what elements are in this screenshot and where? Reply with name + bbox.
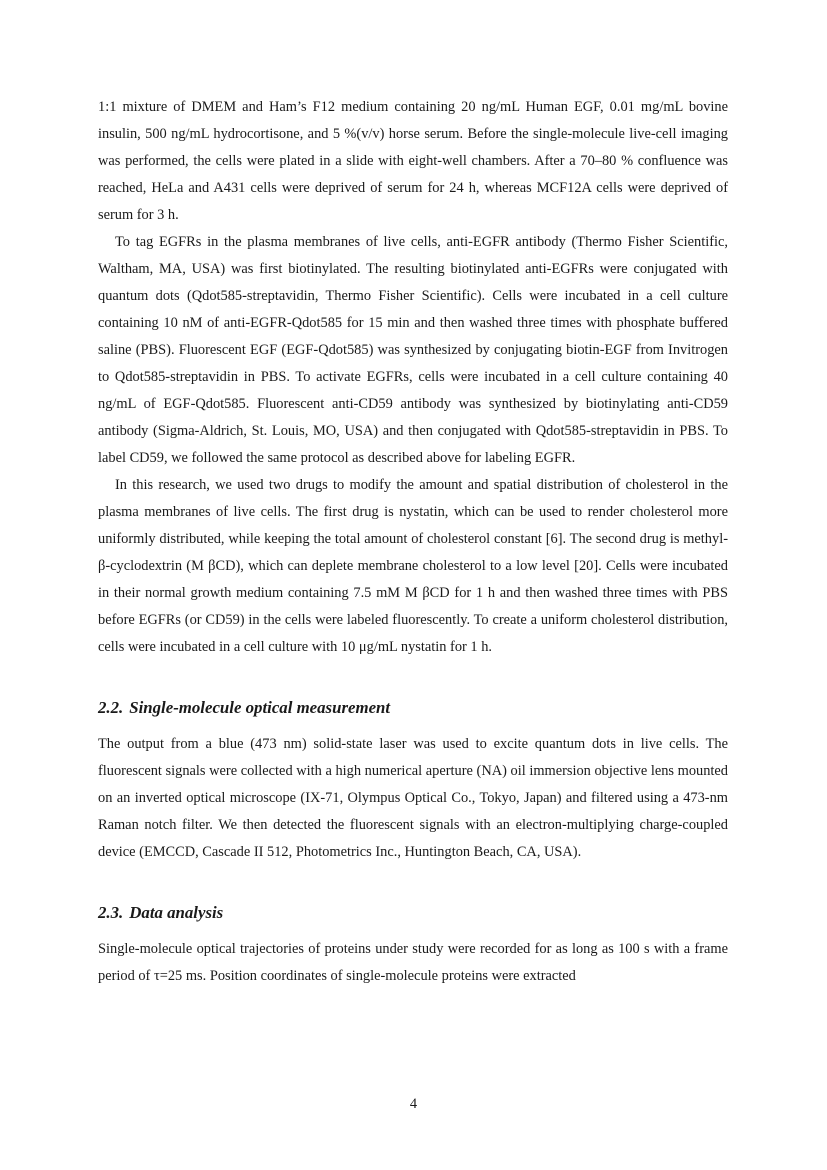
paragraph-egfr-tagging: To tag EGFRs in the plasma membranes of live cells, anti-EGFR antibody (Thermo Fisher Scientific, Waltham, MA, USA) was first biotinylated. The resulting biotinylated anti-EGFRs were conjugated with quantum dots (Qdot585-streptavidin, Thermo Fisher Scientific). Cells were incubated in a cell culture containing 10 nM of anti-EGFR-Qdot585 for 15 min and then washed three times with phosphate buffered saline (PBS). Fluorescent EGF (EGF-Qdot585) was synthesized by conjugating biotin-EGF from Invitrogen to Qdot585-streptavidin in PBS. To activate EGFRs, cells were incubated in a cell culture containing 40 ng/mL of EGF-Qdot585. Fluorescent anti-CD59 antibody was synthesized by biotinylating anti-CD59 antibody (Sigma-Aldrich, St. Louis, MO, USA) and then conjugated with Qdot585-streptavidin in PBS. To label CD59, we followed the same protocol as described above for labeling EGFR.: [98, 234, 728, 466]
section-heading-data-analysis: [98, 899, 728, 926]
page-number: 4: [409, 1096, 418, 1112]
paragraph-media: 1:1 mixture of DMEM and Ham’s F12 medium containing 20 ng/mL Human EGF, 0.01 mg/mL bovine insulin, 500 ng/mL hydrocortisone, and 5 %(v/v) horse serum. Before the single-molecule live-cell imaging was performed, the cells were plated in a slide with eight-well chambers. After a 70–80 % confluence was reached, HeLa and A431 cells were deprived of serum for 24 h, whereas MCF12A cells were deprived of serum for 3 h.: [98, 99, 728, 223]
section-title: Data analysis: [129, 903, 224, 922]
paragraph-optical-setup: The output from a blue (473 nm) solid-state laser was used to excite quantum dots in live cells. The fluorescent signals were collected with a high numerical aperture (NA) oil immersion objective lens mounted on an inverted optical microscope (IX-71, Olympus Optical Co., Tokyo, Japan) and filtered using a 473-nm Raman notch filter. We then detected the fluorescent signals with an electron-multiplying charge-coupled device (EMCCD, Cascade II 512, Photometrics Inc., Huntington Beach, CA, USA).: [98, 736, 728, 860]
paragraph-cholesterol-drugs: In this research, we used two drugs to modify the amount and spatial distribution of cholesterol in the plasma membranes of live cells. The first drug is nystatin, which can be used to render cholesterol more uniformly distributed, while keeping the total amount of cholesterol constant [6]. The second drug is methyl- β-cyclodextrin (M βCD), which can deplete membrane cholesterol to a low level [20]. Cells were incubated in their normal growth medium containing 7.5 mM M βCD for 1 h and then washed three times with PBS before EGFRs (or CD59) in the cells were labeled fluorescently. To create a uniform cholesterol distribution, cells were incubated in a cell culture with 10 μg/mL nystatin for 1 h.: [98, 477, 728, 655]
paragraph-trajectories: Single-molecule optical trajectories of proteins under study were recorded for as long as 100 s with a frame period of τ=25 ms. Position coordinates of single-molecule proteins were extracted: [98, 941, 728, 984]
page-body: [98, 94, 728, 990]
section-number: 2.2.: [98, 698, 124, 717]
section-number: 2.3.: [98, 903, 124, 922]
section-heading-optical-measurement: [98, 694, 728, 721]
section-title: Single-molecule optical measurement: [129, 698, 391, 717]
